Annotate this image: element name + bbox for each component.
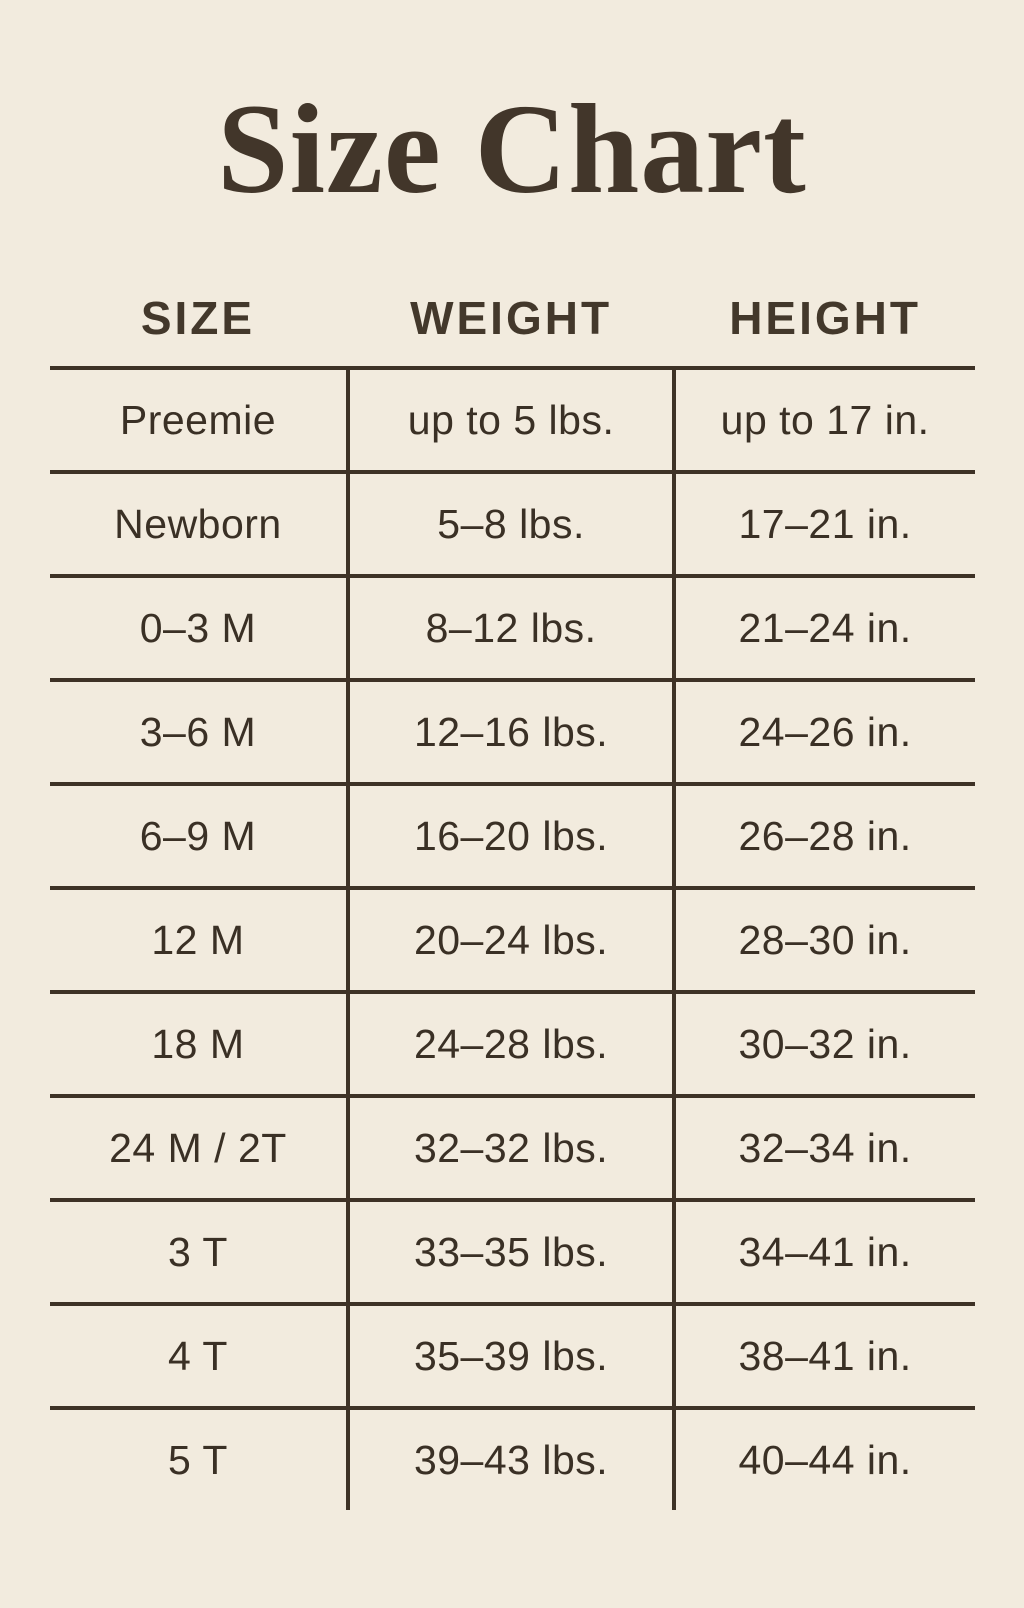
table-cell-height: 40–44 in. — [738, 1436, 912, 1483]
table-cell-size: 24 M / 2T — [109, 1124, 287, 1171]
table-cell-weight: up to 5 lbs. — [346, 370, 675, 470]
table-cell-weight: 32–32 lbs. — [346, 1098, 675, 1198]
table-cell-size: 3 T — [167, 1228, 228, 1275]
table-cell-weight: 16–20 lbs. — [346, 786, 675, 886]
column-header-weight: WEIGHT — [410, 292, 613, 344]
table-row — [50, 990, 975, 1094]
table-row — [50, 366, 975, 470]
table-cell-weight: 5–8 lbs. — [346, 474, 675, 574]
table-cell-size: 4 T — [167, 1332, 228, 1379]
table-cell-height: 21–24 in. — [738, 604, 912, 651]
table-cell-weight: 20–24 lbs. — [346, 890, 675, 990]
table-cell-weight: 8–12 lbs. — [346, 578, 675, 678]
table-cell-size: 18 M — [151, 1020, 245, 1067]
table-cell-weight: 24–28 lbs. — [346, 994, 675, 1094]
table-cell-weight: 33–35 lbs. — [346, 1202, 675, 1302]
table-row — [50, 1094, 975, 1198]
column-header-height: HEIGHT — [729, 292, 921, 344]
table-cell-weight: 12–16 lbs. — [346, 682, 675, 782]
column-header-size: SIZE — [140, 292, 256, 344]
table-cell-height: 32–34 in. — [738, 1124, 912, 1171]
size-table — [50, 270, 975, 1510]
table-cell-size: Newborn — [114, 500, 282, 547]
table-cell-size: 12 M — [151, 916, 245, 963]
table-cell-height: 24–26 in. — [738, 708, 912, 755]
table-row — [50, 886, 975, 990]
table-cell-size: 6–9 M — [139, 812, 257, 859]
table-cell-height: 26–28 in. — [738, 812, 912, 859]
table-row — [50, 1302, 975, 1406]
table-row — [50, 470, 975, 574]
table-cell-size: 5 T — [167, 1436, 228, 1483]
table-cell-height: 17–21 in. — [738, 500, 912, 547]
table-cell-height: up to 17 in. — [720, 396, 930, 443]
table-row — [50, 782, 975, 886]
table-cell-height: 30–32 in. — [738, 1020, 912, 1067]
table-cell-height: 38–41 in. — [738, 1332, 912, 1379]
table-row — [50, 1406, 975, 1510]
table-cell-size: Preemie — [119, 396, 277, 443]
page-title: Size Chart — [217, 78, 807, 220]
table-row — [50, 1198, 975, 1302]
table-cell-size: 3–6 M — [139, 708, 257, 755]
table-row — [50, 574, 975, 678]
size-chart-page — [0, 72, 1024, 1608]
table-header-row — [50, 270, 975, 366]
table-cell-weight: 35–39 lbs. — [346, 1306, 675, 1406]
table-row — [50, 678, 975, 782]
table-cell-size: 0–3 M — [139, 604, 257, 651]
table-cell-height: 34–41 in. — [738, 1228, 912, 1275]
table-cell-height: 28–30 in. — [738, 916, 912, 963]
table-cell-weight: 39–43 lbs. — [346, 1410, 675, 1510]
